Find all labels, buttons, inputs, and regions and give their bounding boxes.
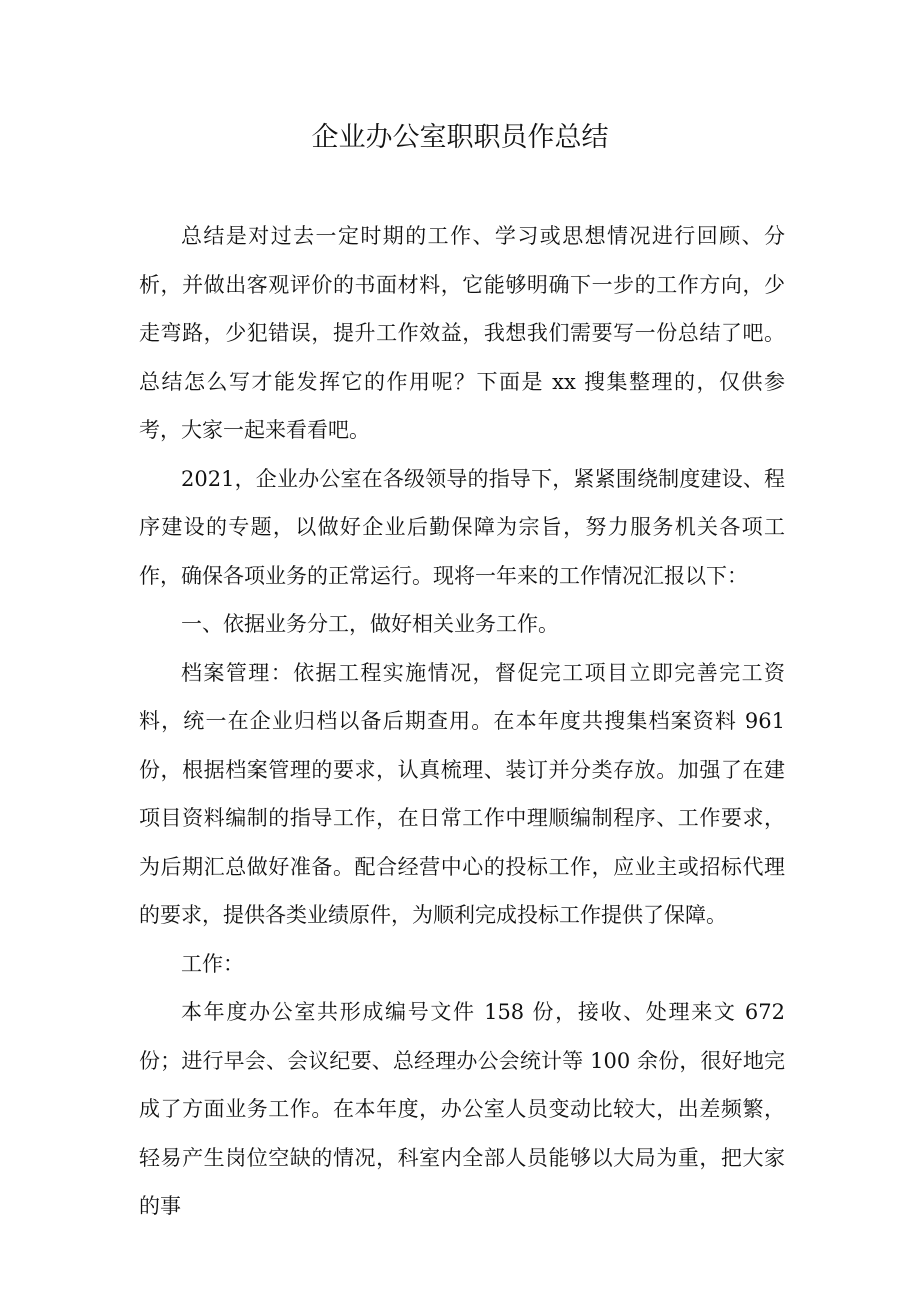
document-body: [139, 212, 785, 1231]
subheading-work: 工作：: [181, 951, 244, 976]
paragraph-work-details: 本年度办公室共形成编号文件 158 份，接收、处理来文 672 份；进行早会、会议纪要、总经理办公会统计等 100 余份，很好地完成了方面业务工作。在本年度，办公室人员变动比较大，出差频繁，轻易产生岗位空缺的情况，科室内全部人员能够以大局为重，把大家的事: [139, 1000, 785, 1218]
paragraph-overview: 2021，企业办公室在各级领导的指导下，紧紧围绕制度建设、程序建设的专题，以做好企业后勤保障为宗旨，努力服务机关各项工作，确保各项业务的正常运行。现将一年来的工作情况汇报以下：: [139, 466, 785, 588]
section-heading-1: 一、依据业务分工，做好相关业务工作。: [181, 612, 559, 636]
paragraph-intro: 总结是对过去一定时期的工作、学习或思想情况进行回顾、分析，并做出客观评价的书面材料，它能够明确下一步的工作方向，少走弯路，少犯错误，提升工作效益，我想我们需要写一份总结了吧。总结怎么写才能发挥它的作用呢？下面是 xx 搜集整理的，仅供参考，大家一起来看看吧。: [139, 224, 785, 442]
document-title: 企业办公室职职员作总结: [311, 122, 609, 153]
paragraph-archive-management: 档案管理：依据工程实施情况，督促完工项目立即完善完工资料，统一在企业归档以备后期查用。在本年度共搜集档案资料 961 份，根据档案管理的要求，认真梳理、装订并分类存放。加强了在建项目资料编制的指导工作，在日常工作中理顺编制程序、工作要求，为后期汇总做好准备。配合经营中心的投标工作，应业主或招标代理的要求，提供各类业绩原件，为顺利完成投标工作提供了保障。: [139, 660, 785, 927]
